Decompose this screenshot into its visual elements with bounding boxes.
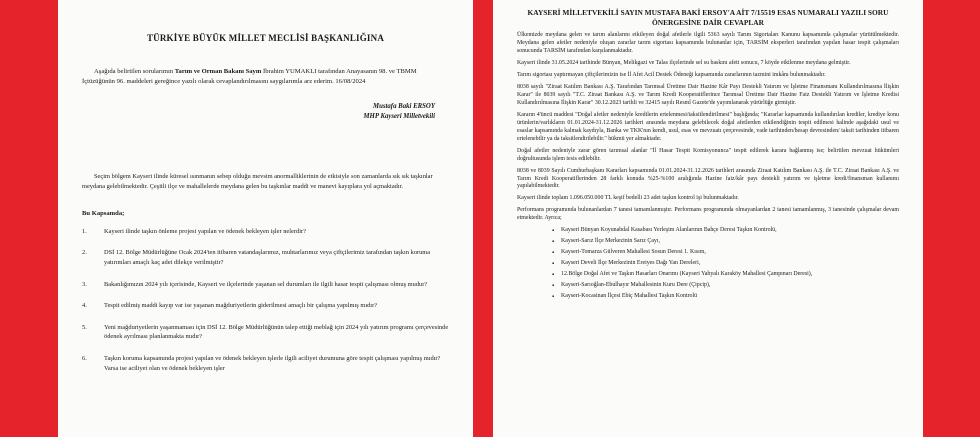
answer-paragraph: 8038 ve 8039 Sayılı Cumhurbaşkanı Kararları kapsamında 01.01.2024-31.12.2026 tarihleri arasında Ziraat Katılım Bankası A.Ş. ile T.C. Ziraat Bankası A.Ş. ve Tarım Kredi Kooperatiflerinden 28 farklı konuda %25-%100 aralığında Hazine faiz/kâr payı destekli yatırım ve işletme kredi/finansman kullanımı yapılabilmektedir.	[517, 167, 899, 190]
question-text: DSİ 12. Bölge Müdürlüğüne Ocak 2024'ten itibaren vatandaşlarımız, muhtarlarımız veya çiftçilerimiz tarafından taşkın koruma yatırımları amaçlı kaç adet dilekçe verilmiştir?	[104, 249, 431, 266]
list-item: ▪ Kayseri-Kocasinan İlçesi Ebiç Mahallesi Taşkın Kontrolü	[561, 293, 899, 301]
answer-paragraph: 8038 sayılı "Ziraat Katılım Bankası A.Ş. Tarafından Tarımsal Üretime Dair Hazine Kâr Payı Destekli Yatırım ve İşletme Finansmanı Kullandırılmasına İlişkin Karar" ile 8039 sayılı "T.C. Ziraat Bankası A.Ş. ve Tarım Kredi Kooperatiflerince Tarımsal Üretime Dair Hazine Faiz Destekli Yatırım ve İşletme Kredisi Kullandırılmasına İlişkin Karar" 30.12.2023 tarihli ve 32415 sayılı Resmî Gazete'de yayımlanarak yürürlüğe girmiştir.	[517, 83, 899, 106]
question-item	[82, 227, 449, 237]
left-document-page	[58, 0, 473, 437]
list-item: ▪ Kayseri-Sarıoğlan-Ebulhayır Mahallesinin Kuru Dere (Çipcip),	[561, 282, 899, 290]
signature-block	[82, 102, 435, 122]
intro-rest: İbrahim YUMAKLI tarafından Anayasanın 98. ve TBMM İçtüzüğünün 96. maddeleri gereğince yazılı olarak cevaplandırılmasını saygılarımla arz ederim. 16/08/2024	[82, 68, 417, 85]
document-title: TÜRKİYE BÜYÜK MİLLET MECLİSİ BAŞKANLIĞINA	[146, 33, 385, 43]
body-paragraph: Seçim bölgem Kayseri ilinde küresel ısınmanın sebep olduğu mevsim anormalliklerinin de etkisiyle son zamanlarda sık sık taşkınlar meydana gelebilmektedir. Çeşitli ilçe ve mahallelerde meydana gelen bu taşkınlar maddi ve manevi kayıplara yol açmaktadır.	[82, 173, 433, 191]
question-item	[82, 354, 449, 373]
question-number: 1.	[82, 227, 87, 235]
answer-paragraph: Kayseri ilinde toplam 1.096.050.000 TL keşif bedelli 23 adet taşkın kontrol işi bulunmaktadır.	[517, 195, 739, 202]
scope-label: Bu Kapsamda;	[82, 209, 125, 217]
question-number: 3.	[82, 280, 87, 288]
signature-name: Mustafa Baki ERSOY	[373, 103, 435, 111]
answer-paragraph: Tarım sigortası yaptırmayan çiftçilerimizin ise İl Afet Acil Destek Ödeneği kapsamında zararlarının tazmini imkânı bulunmaktadır.	[517, 71, 826, 78]
question-number: 6.	[82, 354, 87, 362]
question-list	[82, 227, 449, 373]
question-number: 4.	[82, 302, 87, 310]
right-document-page	[493, 0, 923, 437]
list-item: ▪ Kayseri Develi İlçe Merkezinin Ereiyes Dağı Yan Dereleri,	[561, 260, 899, 268]
answer-paragraph: Performans programında bulunanlardan 7 tanesi tamamlanmıştır. Performans programında olmayanlardan 2 tanesi tamamlanmış, 3 tanesinde çalışmalar devam etmektedir. Ayrıca;	[517, 207, 899, 222]
question-text: Yeni mağduriyetlerin yaşanmaması için DSİ 12. Bölge Müdürlüğünün talep ettiği meblağ için 2024 yılı yatırım programı çerçevesinde ödenek ayrılması planlanmakta mıdır?	[104, 323, 449, 341]
question-text: Taşkın koruma kapsamında projesi yapılan ve ödenek bekleyen işlerle ilgili aciliyet durumuna göre tespit çalışması yapılmış mıdır? Varsa ise aciliyet olan ve ödenek bekleyen işler	[104, 354, 441, 372]
question-item	[82, 280, 449, 290]
answer-paragraph: Kayseri ilinde 31.05.2024 tarihinde Bünyan, Melikgazi ve Talas ilçelerinde sel su baskını afeti sonucu, 7 köyde etkilenme meydana gelmiştir.	[517, 59, 851, 66]
question-item	[82, 301, 449, 311]
question-item	[82, 323, 449, 342]
question-item	[82, 248, 449, 267]
signature-title: MHP Kayseri Milletvekili	[363, 113, 435, 121]
question-number: 2.	[82, 249, 87, 257]
answer-paragraph: Ülkemizde meydana gelen ve tarım alanlarını etkileyen doğal afetlerle ilgili 5363 sayılı Tarım Sigortaları Kanunu kapsamında çalışmalar yürütülmektedir. Meydana gelen afetler nedeniyle oluşan zararlar tarım sigortası kapsamında bulunanlar için, TARSİM eksperleri tarafından yapılan hasar tespit çalışmaları sonucunda TARSİM tarafından karşılanmaktadır.	[517, 31, 899, 54]
question-text: Kayseri ilinde taşkın önleme projesi yapılan ve ödenek bekleyen işler nelerdir?	[104, 227, 306, 235]
intro-paragraph	[82, 67, 449, 86]
answer-paragraph: Kararın 4'üncü maddesi "Doğal afetler nedeniyle kredilerin ertelenmesi/taksitlendirilmesi" başlığında; "Kararlar kapsamında kullandırılan krediler, krediye konu ürünlerin/varlıkların 01.01.2024-31.12.2026 tarihleri arasında meydana gelebilecek doğal afetlerden etkilendiğinin tespit edilmesi halinde aşağıdaki usul ve esaslar kapsamında kalmak kaydıyla, Banka ve TKK'nın kendi, usul, esas ve mevzuatı çerçevesinde, vade tarihinden/hesap devresinden/ taksit tarihinden itibaren ertelenebilir ya da taksitlendirilebilir." hükmü yer almaktadır.	[517, 111, 899, 142]
intro-prefix: Aşağıda belirtilen sorularımın	[94, 68, 175, 75]
list-item: ▪ Kayseri-Tomarza Gülveren Mahallesi Sosun Deresi 1. Kısım,	[561, 249, 899, 257]
question-text: Tespit edilmiş maddi kayıp var ise yaşanan mağduriyetlerin giderilmesi amaçlı bir çalışma yapılmış mıdır?	[104, 302, 378, 310]
list-item: ▪ Kayseri-Sarız İlçe Merkezinin Sarız Çayı,	[561, 238, 899, 246]
answer-title: KAYSERİ MİLLETVEKİLİ SAYIN MUSTAFA BAKİ ERSOY'A AİT 7/15519 ESAS NUMARALI YAZILI SORU ÖNERGESİNE DAİR CEVAPLAR	[527, 8, 889, 27]
list-item: ▪ 12.Bölge Doğal Afet ve Taşkın Hasarları Onarımı (Kayseri Yahyalı Karaköy Mahallesi Çampınarı Deresi),	[561, 271, 899, 279]
intro-bold: Tarım ve Orman Bakanı Sayın	[174, 68, 262, 75]
question-text: Bakanlığımızın 2024 yılı içerisinde, Kayseri ve ilçelerinde yaşanan sel durumları ile ilgili hasar tespit çalışması olmuş mudur?	[104, 280, 428, 288]
project-list	[517, 227, 899, 301]
list-item: ▪ Kayseri Bünyan Koyunabdal Kasabası Yerleşim Alanlarının Bahçe Deresi Taşkın Kontrolü,	[561, 227, 899, 235]
answer-paragraph: Doğal afetler nedeniyle zarar gören tarımsal alanlar "İl Hasar Tespit Komisyonunca" tespit edilerek karara bağlanmış ise; belirtilen mevzuat hükümleri doğrultusunda işlem tesis edilebilir.	[517, 147, 899, 162]
question-number: 5.	[82, 323, 87, 331]
